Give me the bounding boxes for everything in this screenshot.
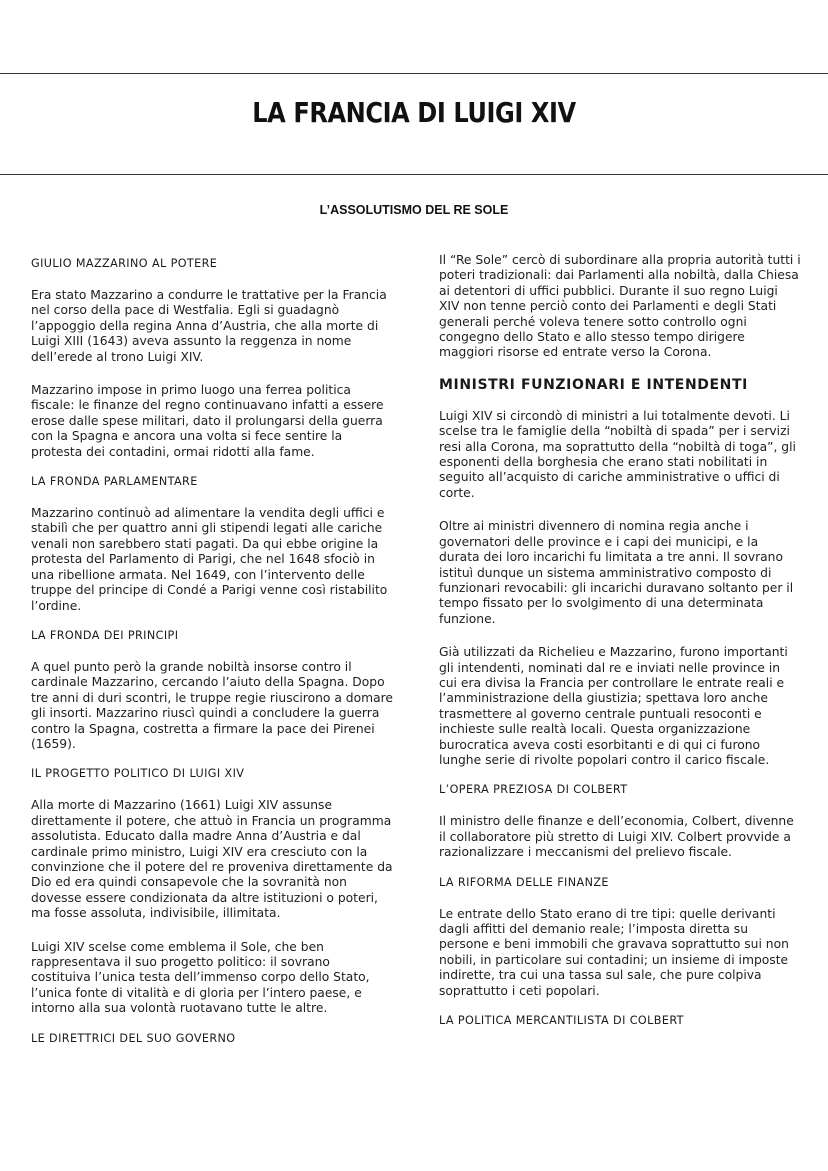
left-column [31, 256, 393, 1047]
section-heading: IL PROGETTO POLITICO DI LUIGI XIV [31, 767, 245, 781]
section-heading: MINISTRI FUNZIONARI E INTENDENTI [439, 376, 748, 393]
header-top-rule [0, 73, 828, 74]
page-subtitle: L’ASSOLUTISMO DEL RE SOLE [319, 203, 509, 217]
section-heading: GIULIO MAZZARINO AL POTERE [31, 257, 218, 270]
paragraph: Era stato Mazzarino a condurre le trattative per la Francia nel corso della pace di Westfalia. Egli si guadagnò l’appoggio della regina Anna d’Austria, che alla morte di Luigi XIII (1643) aveva assunto la reggenza in nome dell’erede al trono Luigi XIV. [31, 288, 387, 364]
section-heading: LE DIRETTRICI DEL SUO GOVERNO [31, 1031, 236, 1045]
paragraph: Già utilizzati da Richelieu e Mazzarino, furono importanti gli intendenti, nominati dal re e inviati nelle province in cui era divisa la Francia per controllare le entrate reali e l’amministrazione della giustizia; spettava loro anche trasmettere al governo centrale puntuali resoconti e inchieste sulle realtà locali. Questa organizzazione burocratica aveva costi esorbitanti e di qui ci furono lunghe serie di rivolte popolari contro il carico fiscale. [439, 645, 788, 767]
paragraph: Mazzarino impose in primo luogo una ferrea politica fiscale: le finanze del regno continuavano infatti a essere erose dalle spese militari, dato il prolungarsi della guerra con la Spagna e ancora una volta si fece sentire la protesta dei contadini, ormai ridotti alla fame. [31, 383, 384, 459]
header-bottom-rule [0, 174, 828, 175]
paragraph: Il “Re Sole” cercò di subordinare alla propria autorità tutti i poteri tradizionali: dai Parlamenti alla nobiltà, dalla Chiesa ai detentori di uffici pubblici. Durante il suo regno Luigi XIV non tenne perciò conto dei Parlamenti e degli Stati generali perché voleva tenere sotto controllo ogni congegno dello Stato e allo stesso tempo dirigere maggiori risorse ed entrate verso la Corona. [439, 253, 801, 360]
paragraph: Oltre ai ministri divennero di nomina regia anche i governatori delle province e i capi dei municipi, e la durata dei loro incarichi fu limitata a tre anni. Il sovrano istituì dunque un sistema amministrativo composto di funzionari revocabili: gli incarichi duravano soltanto per il tempo fissato per lo svolgimento di una determinata funzione. [439, 519, 794, 626]
section-heading: LA RIFORMA DELLE FINANZE [439, 875, 609, 889]
paragraph: Il ministro delle finanze e dell’economia, Colbert, divenne il collaboratore più stretto di Luigi XIV. Colbert provvide a razionalizzare i meccanismi del prelievo fiscale. [439, 814, 794, 860]
paragraph: Le entrate dello Stato erano di tre tipi: quelle derivanti dagli affitti del demanio reale; l’imposta diretta su persone e beni immobili che gravava soprattutto sui non nobili, in particolare sui contadini; un insieme di imposte indirette, tra cui una tassa sul sale, che pure colpiva soprattutto i ceti popolari. [439, 906, 789, 998]
paragraph: Luigi XIV si circondò di ministri a lui totalmente devoti. Li scelse tra le famiglie della “nobiltà di spada” per i servizi resi alla Corona, ma soprattutto della “nobiltà di toga”, gli esponenti della borghesia che erano stati nobilitati in seguito all’acquisto di cariche amministrative o uffici di corte. [439, 408, 796, 500]
section-heading: LA POLITICA MERCANTILISTA DI COLBERT [439, 1014, 684, 1028]
section-heading: LA FRONDA DEI PRINCIPI [31, 628, 179, 642]
right-column [439, 253, 801, 1029]
paragraph: Alla morte di Mazzarino (1661) Luigi XIV assunse direttamente il potere, che attuò in Francia un programma assolutista. Educato dalla madre Anna d’Austria e dal cardinale primo ministro, Luigi XIV era cresciuto con la convinzione che il potere del re proveniva direttamente da Dio ed era quindi consapevole che la sovranità non dovesse essere condizionata da altre istituzioni o poteri, ma fosse assoluta, indivisibile, illimitata. [31, 798, 393, 921]
paragraph: Luigi XIV scelse come emblema il Sole, che ben rappresentava il suo progetto politico: il sovrano costituiva l’unica testa dell’immenso corpo dello Stato, l’unica fonte di vitalità e di gloria per l’intero paese, e intorno alla sua volontà ruotavano tutte le altre. [31, 939, 370, 1016]
section-heading: L’OPERA PREZIOSA DI COLBERT [439, 783, 628, 797]
paragraph: Mazzarino continuò ad alimentare la vendita degli uffici e stabilì che per quattro anni gli stipendi legati alle cariche venali non sarebbero stati pagati. Da qui ebbe origine la protesta del Parlamento di Parigi, che nel 1648 sfociò in una ribellione armata. Nel 1649, con l’intervento delle truppe del principe di Condé a Parigi venne così ristabilito l’ordine. [31, 506, 388, 613]
section-heading: LA FRONDA PARLAMENTARE [31, 475, 198, 489]
paragraph: A quel punto però la grande nobiltà insorse contro il cardinale Mazzarino, cercando l’aiuto della Spagna. Dopo tre anni di duri scontri, le truppe regie riuscirono a domare gli insorti. Mazzarino riuscì quindi a concludere la guerra contro la Spagna, costretta a firmare la pace dei Pirenei (1659). [31, 659, 393, 751]
page-title: LA FRANCIA DI LUIGI XIV [252, 96, 576, 129]
